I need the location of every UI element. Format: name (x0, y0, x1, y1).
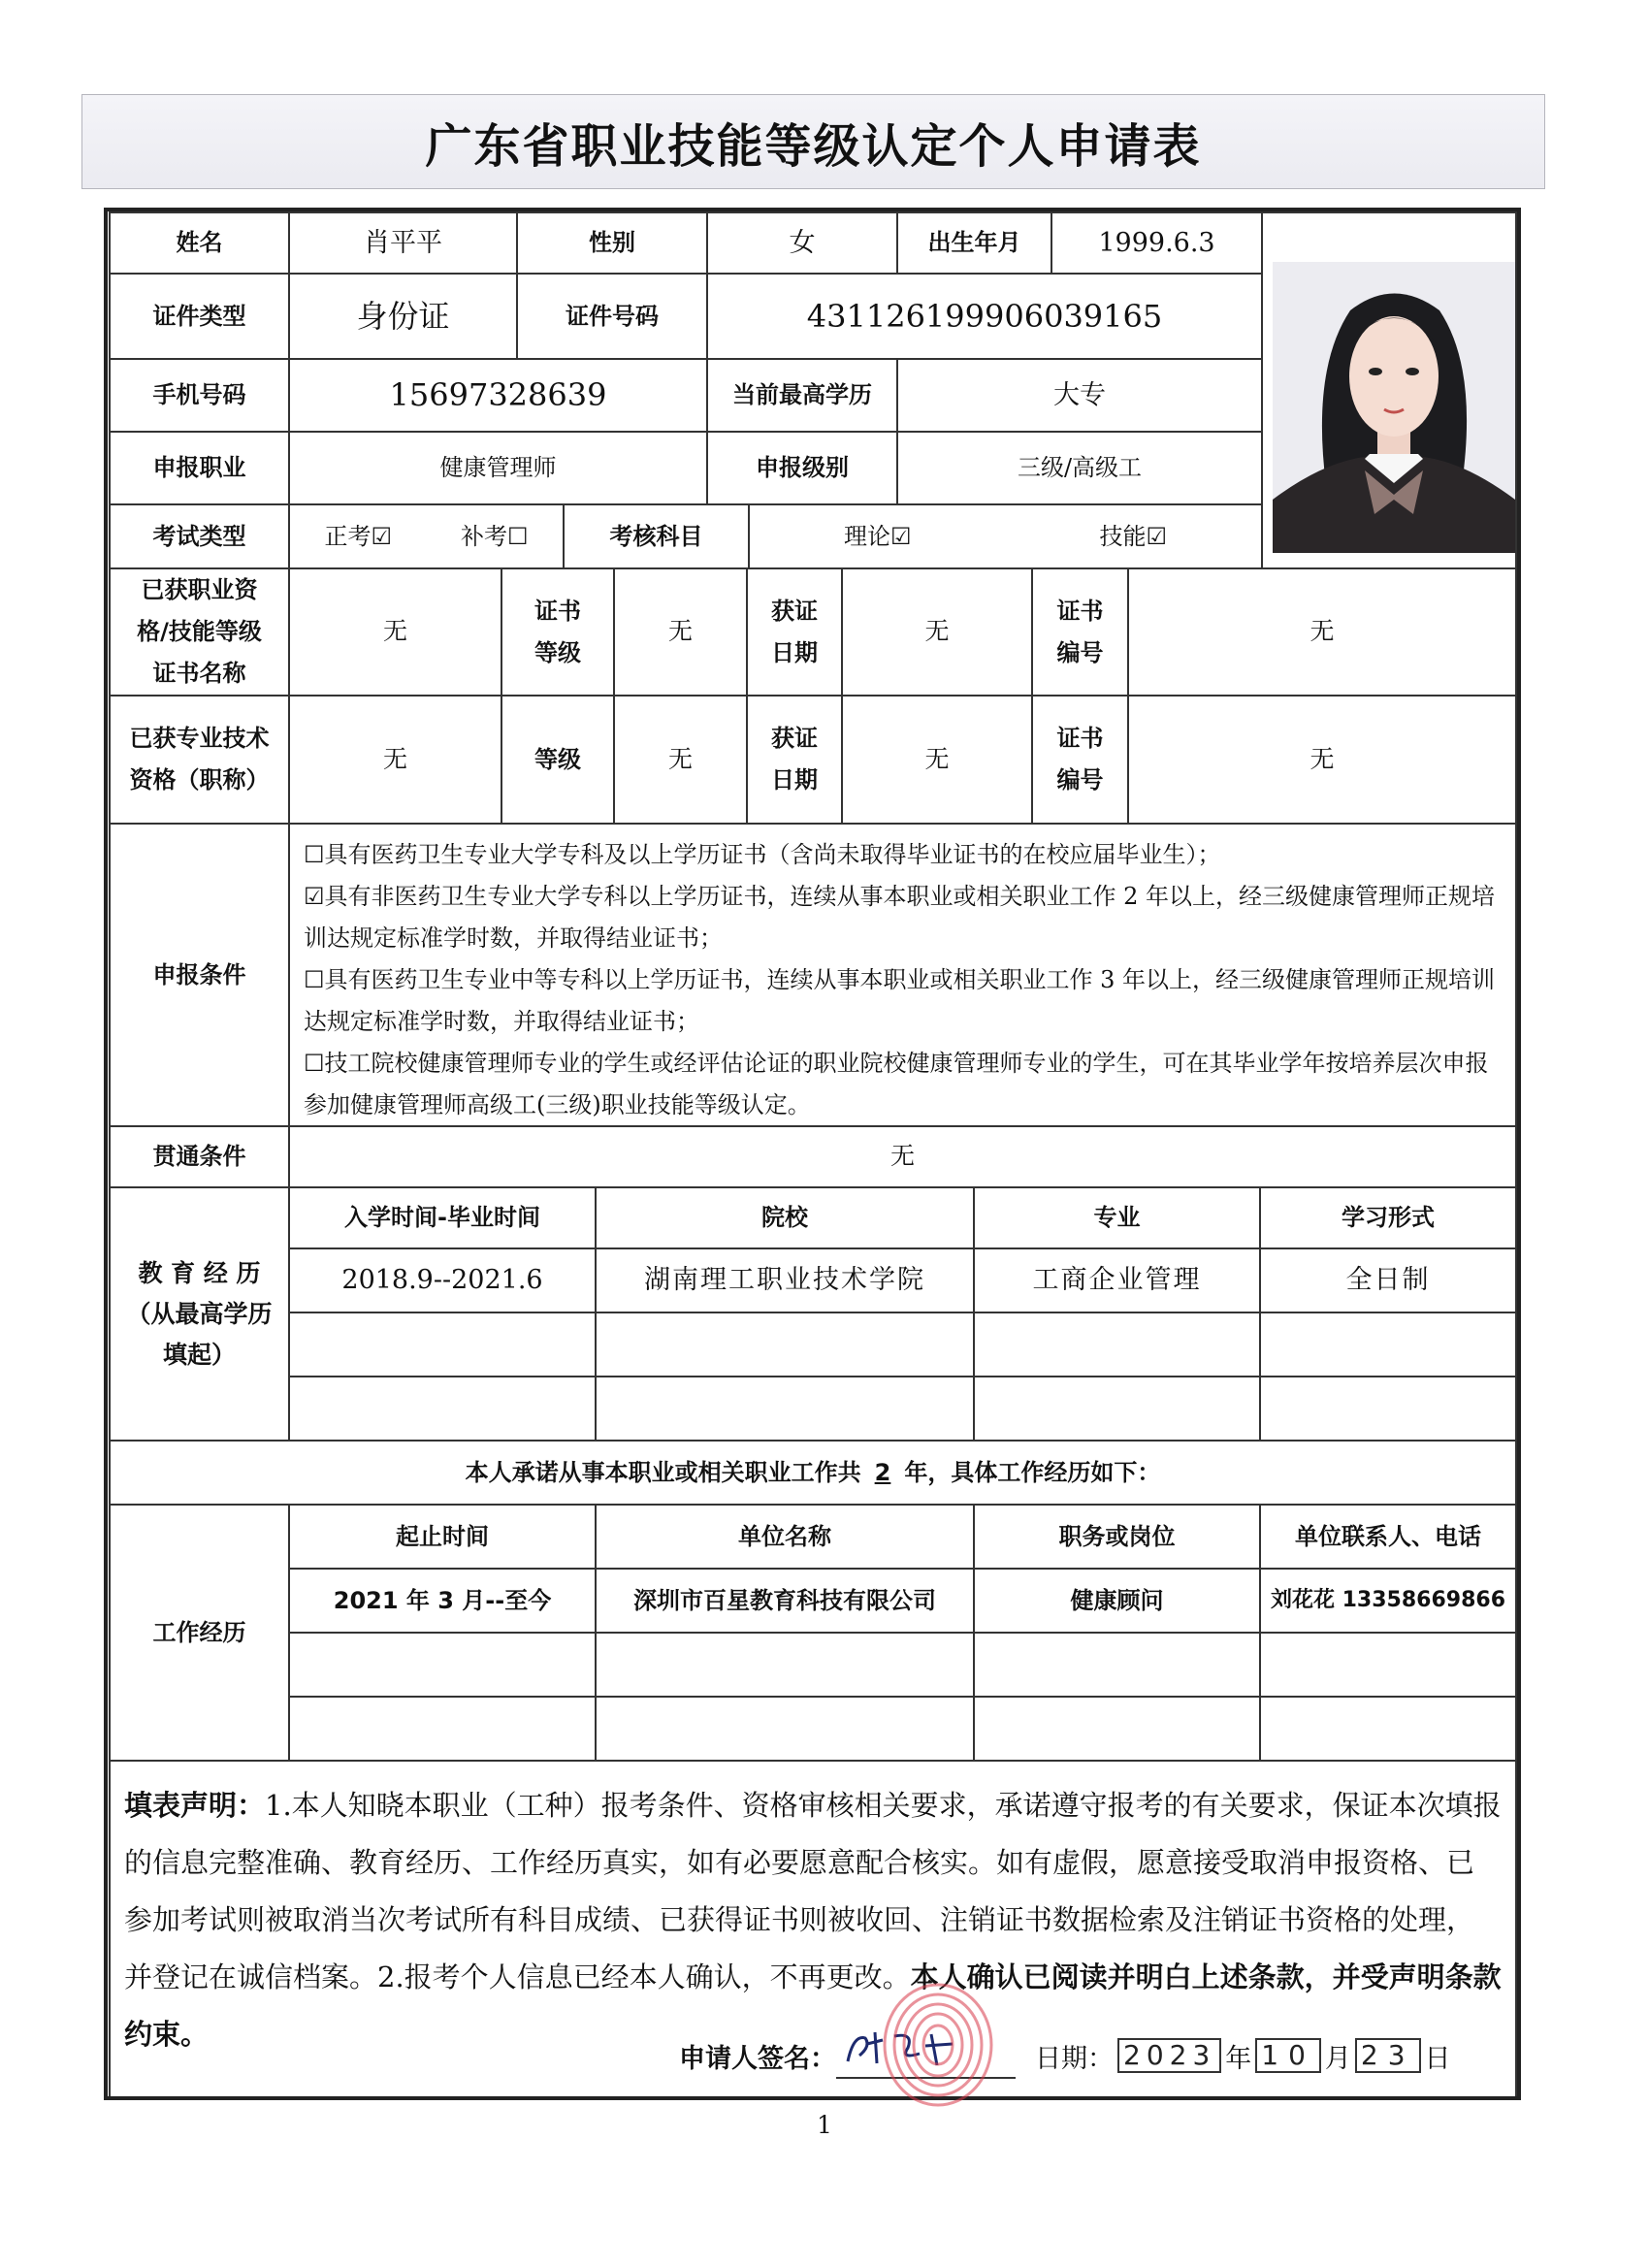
qual1-label: 已获职业资格/技能等级证书名称 (109, 567, 290, 697)
qual2-level: 无 (613, 695, 748, 825)
qual1-level: 无 (613, 567, 748, 697)
work-header-contact: 单位联系人、电话 (1259, 1504, 1517, 1570)
edu-header-school: 院校 (595, 1186, 975, 1249)
qual2-no-label: 证书编号 (1031, 695, 1129, 825)
through-value: 无 (288, 1125, 1517, 1188)
phone-value: 15697328639 (288, 358, 708, 433)
conditions-list (288, 823, 1517, 1127)
work-header-period: 起止时间 (288, 1504, 597, 1570)
edu-header-major: 专业 (973, 1186, 1261, 1249)
qual2-name: 无 (288, 695, 502, 825)
qual2-label: 已获专业技术资格（职称） (109, 695, 290, 825)
date-day[interactable]: 23 (1355, 2038, 1421, 2073)
qual1-date-label: 获证日期 (746, 567, 843, 697)
id-no-label: 证件号码 (516, 273, 708, 360)
edu-row-2-period (288, 1312, 597, 1377)
work-row-3-period (288, 1696, 597, 1762)
edu-row-3-school (595, 1376, 975, 1442)
apply-level-value: 三级/高级工 (896, 431, 1263, 505)
work-row-2-period (288, 1632, 597, 1698)
work-pledge-suffix: 年，具体工作经历如下： (904, 1458, 1161, 1486)
occupation-value: 健康管理师 (288, 431, 708, 505)
condition-item-2[interactable]: ☑具有非医药卫生专业大学专科以上学历证书，连续从事本职业或相关职业工作 2 年以上，经三级健康管理师正规培训达规定标准学时数，并取得结业证书； (304, 883, 1496, 952)
declaration-text (124, 1777, 1502, 2063)
subject-options (748, 503, 1263, 569)
applicant-photo (1273, 262, 1515, 553)
birth-value: 1999.6.3 (1051, 211, 1263, 275)
date-month[interactable]: 10 (1255, 2038, 1321, 2073)
signature-line (679, 2032, 1451, 2079)
id-type-label: 证件类型 (109, 273, 290, 360)
title-box (81, 94, 1545, 189)
work-row-2-company (595, 1632, 975, 1698)
signature-field[interactable] (836, 2032, 1016, 2079)
edu-row-1-school: 湖南理工职业技术学院 (595, 1247, 975, 1313)
work-row-1-contact: 刘花花 13358669866 (1259, 1568, 1517, 1634)
declaration-label: 填表声明： (124, 1789, 266, 1822)
declaration-emphasis: 本人确认已阅读并明白上述条款，并受声明条款约束。 (124, 1960, 1502, 2051)
year-unit: 年 (1225, 2043, 1252, 2074)
work-row-3-contact (1259, 1696, 1517, 1762)
work-pledge (109, 1440, 1517, 1506)
work-pledge-years: 2 (874, 1458, 891, 1486)
month-unit: 月 (1324, 2043, 1351, 2074)
edu-header-period: 入学时间-毕业时间 (288, 1186, 597, 1249)
occupation-label: 申报职业 (109, 431, 290, 505)
work-header-company: 单位名称 (595, 1504, 975, 1570)
condition-item-3[interactable]: ☐具有医药卫生专业中等专科以上学历证书，连续从事本职业或相关职业工作 3 年以上，经三级健康管理师正规培训达规定标准学时数，并取得结业证书； (304, 966, 1496, 1035)
date-year[interactable]: 2023 (1117, 2038, 1221, 2073)
page-number: 1 (817, 2111, 832, 2139)
qual1-level-label: 证书等级 (501, 567, 615, 697)
work-header-position: 职务或岗位 (973, 1504, 1261, 1570)
qual1-no: 无 (1127, 567, 1517, 697)
conditions-label: 申报条件 (109, 823, 290, 1127)
education-level-label: 当前最高学历 (706, 358, 898, 433)
qual2-no: 无 (1127, 695, 1517, 825)
edu-row-2-mode (1259, 1312, 1517, 1377)
qual2-level-label: 等级 (501, 695, 615, 825)
thumbprint-icon (880, 1982, 996, 2108)
id-type-value: 身份证 (288, 273, 518, 360)
education-label: 教 育 经 历（从最高学历填起） (109, 1186, 290, 1442)
qual2-date-label: 获证日期 (746, 695, 843, 825)
qual2-date: 无 (841, 695, 1033, 825)
exam-type-regular-checkbox[interactable]: 正考☑ (324, 522, 392, 550)
exam-type-makeup-checkbox[interactable]: 补考☐ (460, 522, 529, 550)
name-value: 肖平平 (288, 211, 518, 275)
edu-row-2-major (973, 1312, 1261, 1377)
work-row-2-contact (1259, 1632, 1517, 1698)
edu-row-1-major: 工商企业管理 (973, 1247, 1261, 1313)
work-row-1-position: 健康顾问 (973, 1568, 1261, 1634)
qual1-date: 无 (841, 567, 1033, 697)
declaration-body: 1.本人知晓本职业（工种）报考条件、资格审核相关要求，承诺遵守报考的有关要求，保证本次填报的信息完整准确、教育经历、工作经历真实，如有必要愿意配合核实。如有虚假，愿意接受取消申报资格、已参加考试则被取消当次考试所有科目成绩、已获得证书则被收回、注销证书数据检索及注销证书资格的处理，并登记在诚信档案。2.报考个人信息已经本人确认，不再更改。 (124, 1789, 1502, 1993)
work-pledge-prefix: 本人承诺从事本职业或相关职业工作共 (465, 1458, 861, 1486)
birth-label: 出生年月 (896, 211, 1052, 275)
work-label: 工作经历 (109, 1504, 290, 1762)
edu-header-mode: 学习形式 (1259, 1186, 1517, 1249)
qual1-no-label: 证书编号 (1031, 567, 1129, 697)
education-level-value: 大专 (896, 358, 1263, 433)
condition-item-1[interactable]: ☐具有医药卫生专业大学专科及以上学历证书（含尚未取得毕业证书的在校应届毕业生）； (304, 841, 1221, 868)
edu-row-1-period: 2018.9--2021.6 (288, 1247, 597, 1313)
edu-row-2-school (595, 1312, 975, 1377)
exam-type-label: 考试类型 (109, 503, 290, 569)
work-row-3-position (973, 1696, 1261, 1762)
edu-row-3-major (973, 1376, 1261, 1442)
condition-item-4[interactable]: ☐技工院校健康管理师专业的学生或经评估论证的职业院校健康管理师专业的学生，可在其毕业学年按培养层次申报参加健康管理师高级工(三级)职业技能等级认定。 (304, 1050, 1489, 1118)
work-row-1-period: 2021 年 3 月--至今 (288, 1568, 597, 1634)
qual1-name: 无 (288, 567, 502, 697)
exam-type-options (288, 503, 565, 569)
subject-skill-checkbox[interactable]: 技能☑ (1099, 522, 1167, 550)
work-row-1-company: 深圳市百星教育科技有限公司 (595, 1568, 975, 1634)
through-label: 贯通条件 (109, 1125, 290, 1188)
signature-label: 申请人签名： (679, 2043, 836, 2074)
work-row-3-company (595, 1696, 975, 1762)
subject-label: 考核科目 (563, 503, 750, 569)
day-unit: 日 (1424, 2043, 1451, 2074)
gender-value: 女 (706, 211, 898, 275)
subject-theory-checkbox[interactable]: 理论☑ (843, 522, 912, 550)
page-title: 广东省职业技能等级认定个人申请表 (425, 118, 1202, 174)
apply-level-label: 申报级别 (706, 431, 898, 505)
work-row-2-position (973, 1632, 1261, 1698)
edu-row-3-mode (1259, 1376, 1517, 1442)
gender-label: 性别 (516, 211, 708, 275)
id-no-value: 431126199906039165 (706, 273, 1263, 360)
edu-row-3-period (288, 1376, 597, 1442)
date-label: 日期： (1035, 2043, 1114, 2074)
edu-row-1-mode: 全日制 (1259, 1247, 1517, 1313)
phone-label: 手机号码 (109, 358, 290, 433)
name-label: 姓名 (109, 211, 290, 275)
